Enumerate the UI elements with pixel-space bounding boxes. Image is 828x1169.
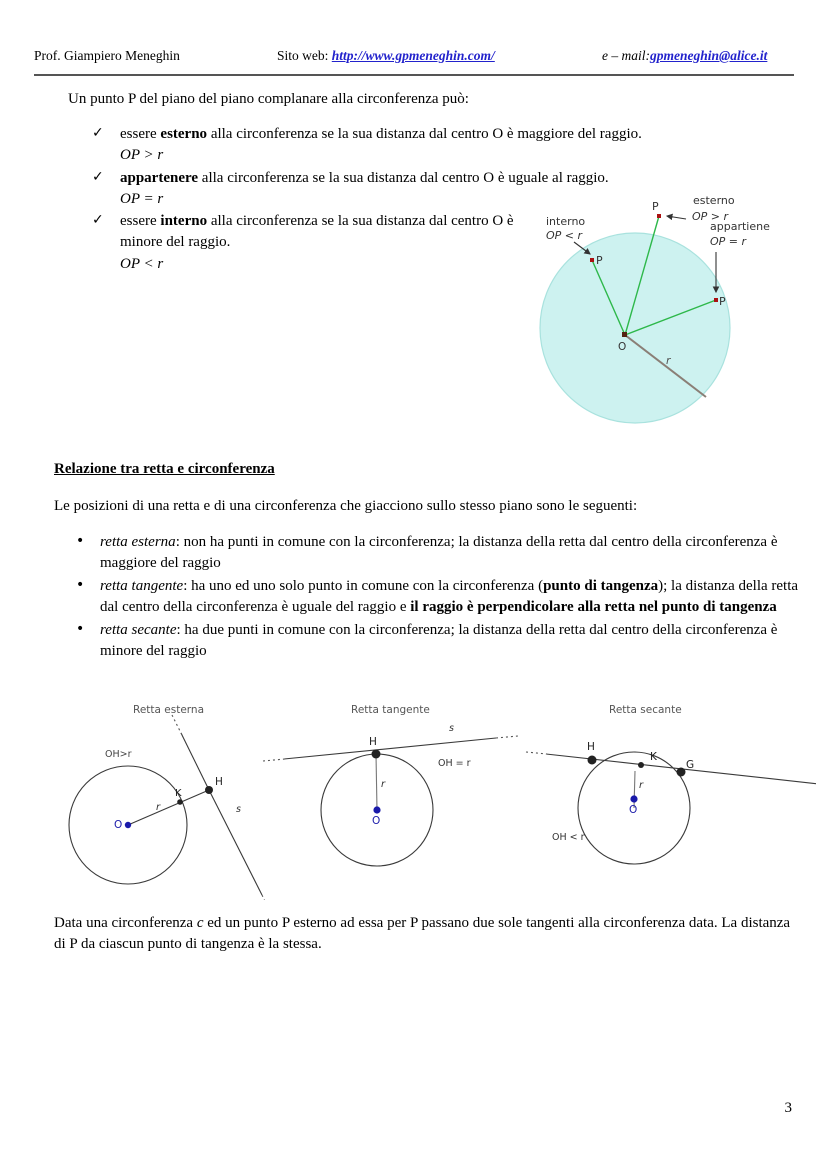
point-p-interno-label: P — [596, 254, 603, 267]
fig1-line-s-dash-top — [172, 715, 182, 735]
fig3-label-k: K — [650, 751, 657, 763]
figure-retta-tangente — [263, 704, 518, 866]
label-esterno: esterno — [693, 194, 735, 207]
list-item — [90, 124, 710, 167]
list-item — [72, 620, 802, 663]
list-item-rest: alla circonferenza se la sua distanza dal centro O è maggiore del raggio. — [207, 126, 642, 142]
fig1-label-s: s — [236, 804, 241, 815]
fig1-segment-oh — [128, 790, 209, 825]
header-author: Prof. Giampiero Meneghin — [34, 48, 180, 63]
fig1-label-h: H — [215, 776, 223, 788]
line-circle-list — [72, 532, 802, 664]
list-item-lead: essere — [120, 213, 161, 230]
fig2-tangent-dash-right — [496, 736, 518, 738]
fig2-title: Retta tangente — [351, 704, 430, 716]
header-mail-link[interactable]: gpmeneghin@alice.it — [650, 48, 768, 63]
label-appartiene: appartiene — [710, 220, 770, 233]
label-esterno-formula: OP > r — [692, 210, 729, 223]
fig2-point-h — [372, 750, 381, 759]
point-p-esterno-label: P — [652, 200, 659, 213]
fig3-point-o — [630, 795, 637, 802]
check-icon: ✓ — [92, 125, 104, 141]
fig2-condition: OH = r — [438, 758, 471, 769]
page-number: 3 — [784, 1100, 792, 1116]
closing-line1b: ed un punto P esterno ad essa per P passano due sole tangenti alla circonferenza data. La distanza di P da ciascun punto di tangenza è la stessa. — [54, 915, 791, 953]
closing-line1: Data una circonferenza — [54, 915, 197, 931]
list-item-rest: alla circonferenza se la sua distanza dal centro O è uguale al raggio. — [198, 169, 609, 186]
point-p-esterno — [657, 214, 661, 218]
formula-op-gt-r: OP > r — [120, 147, 164, 164]
figure-retta-esterna — [69, 704, 272, 900]
list-item — [72, 532, 802, 575]
formula-op-lt-r: OP < r — [120, 255, 164, 272]
center-label: O — [618, 341, 627, 353]
fig3-condition: OH < r — [552, 832, 585, 843]
list-item-italic-lead: retta esterna — [100, 534, 176, 550]
list-item-lead: essere — [120, 126, 161, 142]
fig1-line-s-upper — [181, 733, 209, 790]
closing-paragraph — [54, 913, 799, 956]
list-item-text: : ha uno ed uno solo punto in comune con la circonferenza ( — [183, 577, 544, 594]
fig1-label-o: O — [114, 819, 123, 831]
list-item-rest: alla circonferenza se la sua distanza dal centro O è minore del raggio. — [120, 213, 514, 251]
label-interno-formula: OP < r — [546, 229, 583, 242]
fig1-label-r: r — [156, 802, 161, 813]
figures-line-circle — [56, 695, 816, 900]
fig3-label-h: H — [587, 741, 595, 753]
check-icon: ✓ — [92, 168, 104, 185]
header-site-label: Sito web: — [277, 48, 329, 63]
fig3-point-k — [638, 762, 644, 768]
list-item — [72, 576, 802, 619]
radius-label: r — [666, 354, 671, 367]
point-circle-svg — [528, 188, 828, 428]
fig1-point-h — [205, 786, 213, 794]
label-appartiene-formula: OP = r — [710, 235, 747, 248]
header-mail-label: e – mail: — [602, 48, 650, 63]
fig3-point-h — [588, 756, 597, 765]
fig3-secant-dash-left — [526, 752, 547, 754]
fig2-point-o — [373, 806, 380, 813]
fig3-point-g — [677, 768, 686, 777]
fig3-label-o: O — [629, 804, 638, 816]
fig1-line-s-dash-bottom — [262, 895, 272, 900]
fig3-label-r: r — [639, 780, 644, 791]
bullet-icon: • — [76, 620, 85, 637]
point-p-appartiene-label: P — [719, 295, 726, 308]
section-intro: Le posizioni di una retta e di una circonferenza che giacciono sullo stesso piano sono le seguenti: — [54, 498, 638, 514]
fig2-label-h: H — [369, 736, 377, 748]
closing-italic-c: c — [196, 915, 204, 931]
list-item-bold-end: il raggio è perpendicolare alla retta nel punto di tangenza — [410, 599, 777, 616]
fig2-label-r: r — [381, 779, 386, 790]
fig1-point-k — [177, 799, 183, 805]
header-mail — [602, 48, 767, 64]
fig2-label-s: s — [449, 723, 454, 734]
fig3-title: Retta secante — [609, 704, 682, 716]
fig1-condition: OH>r — [105, 749, 132, 760]
bullet-icon: • — [76, 576, 85, 593]
fig2-tangent-dash-left — [263, 759, 285, 761]
fig3-label-g: G — [686, 759, 695, 771]
list-item-text: : non ha punti in comune con la circonferenza; la distanza della retta dal centro della circonferenza è maggiore del raggio — [100, 534, 778, 572]
point-p-appartiene — [714, 298, 718, 302]
list-item — [90, 211, 550, 275]
figure-retta-secante — [526, 704, 816, 864]
fig2-label-o: O — [372, 815, 381, 827]
list-item-text: : ha due punti in comune con la circonferenza; la distanza della retta dal centro della circonferenza è minore del raggio — [100, 621, 778, 660]
fig1-label-k: K — [175, 788, 182, 799]
fig1-title: Retta esterna — [133, 704, 205, 716]
intro-paragraph: Un punto P del piano del piano complanare alla circonferenza può: — [68, 91, 469, 107]
section-heading: Relazione tra retta e circonferenza — [54, 461, 275, 477]
header-site — [277, 48, 495, 64]
figure-point-circle — [528, 188, 828, 428]
fig1-point-o — [125, 822, 131, 828]
point-p-interno — [590, 258, 594, 262]
list-item-bold-mid: punto di tangenza — [543, 577, 659, 594]
list-item-text2: ); la distanza della retta dal centro della circonferenza è uguale del raggio e — [100, 577, 799, 616]
page-header — [34, 48, 794, 76]
formula-op-eq-r: OP = r — [120, 190, 164, 207]
center-point — [622, 332, 627, 337]
header-site-link[interactable]: http://www.gpmeneghin.com/ — [331, 48, 495, 63]
label-interno: interno — [546, 215, 586, 228]
line-circle-svg — [56, 695, 816, 900]
list-item-bold: interno — [160, 213, 208, 230]
list-item-bold: esterno — [160, 126, 208, 142]
list-item-bold: appartenere — [120, 169, 199, 186]
list-item-italic-lead: retta secante — [100, 621, 177, 638]
bullet-icon: • — [76, 533, 85, 549]
check-icon: ✓ — [92, 212, 104, 229]
fig2-radius-line — [376, 754, 377, 810]
list-item-italic-lead: retta tangente — [100, 577, 184, 594]
